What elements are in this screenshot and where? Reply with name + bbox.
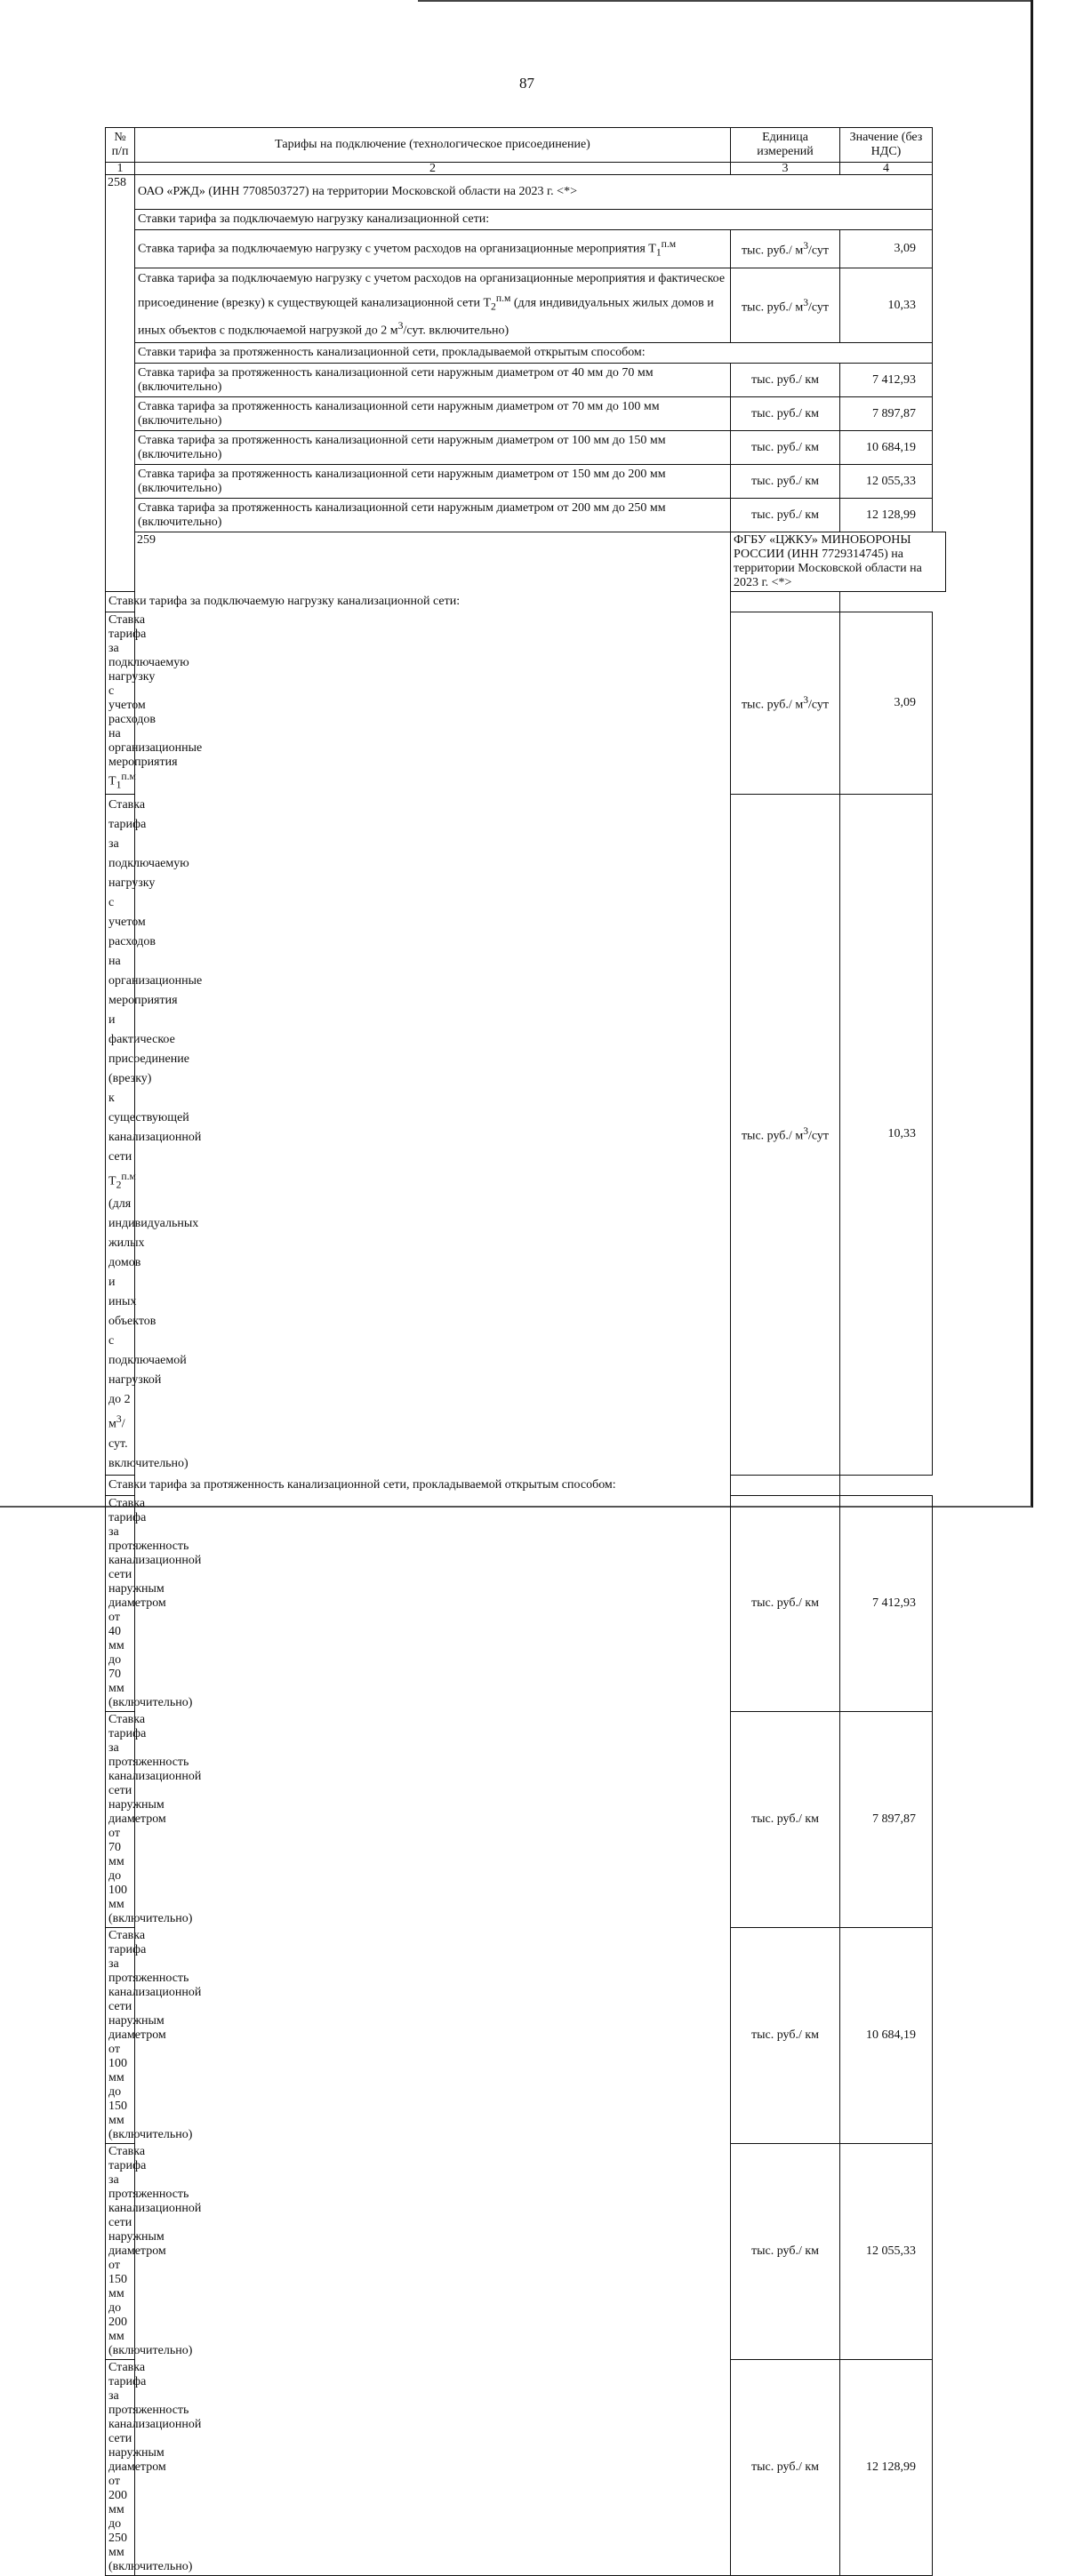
table-row — [106, 499, 946, 532]
unit-suffix: /сут — [808, 698, 830, 712]
value-cell: 10,33 — [840, 268, 933, 343]
rate-description — [106, 612, 203, 794]
rate-superscript: п.м — [121, 771, 136, 783]
subheading-row — [106, 592, 946, 612]
unit-cell: тыс. руб./ км — [731, 499, 840, 532]
subheading-row — [106, 1475, 946, 1495]
rate-description: Ставка тарифа за протяженность канализационной сети наружным диаметром от 150 мм до 200 мм (включительно) — [106, 2143, 135, 2359]
rate-superscript: п.м — [121, 1170, 136, 1182]
table-row — [106, 268, 946, 343]
rate-unit-superscript: 3 — [397, 320, 404, 332]
rate-subscript: 1 — [116, 779, 122, 791]
section-number: 258 — [106, 175, 135, 592]
rate-superscript: п.м — [661, 238, 677, 251]
unit-cell — [731, 612, 840, 794]
rate-description: Ставка тарифа за протяженность канализационной сети наружным диаметром от 70 мм до 100 мм (включительно) — [135, 397, 731, 431]
page-number: 87 — [519, 75, 534, 92]
rate-text: Ставка тарифа за подключаемую нагрузку с учетом расходов на организационные мероприятия и фактическое присоединение (врезку) к существующей канализационной сети T — [138, 272, 726, 310]
unit-superscript: 3 — [803, 1125, 809, 1138]
unit-text: тыс. руб./ м — [741, 300, 804, 315]
unit-cell — [731, 230, 840, 268]
unit-superscript: 3 — [803, 296, 809, 308]
value-cell: 3,09 — [840, 230, 933, 268]
table-row — [106, 397, 946, 431]
column-number: 3 — [731, 163, 840, 175]
value-cell: 7 897,87 — [840, 1711, 933, 1927]
unit-text: тыс. руб./ м — [741, 244, 804, 258]
value-cell: 3,09 — [840, 612, 933, 794]
header-num: № п/п — [106, 128, 135, 163]
rate-description: Ставка тарифа за протяженность канализационной сети наружным диаметром от 150 мм до 200 мм (включительно) — [135, 465, 731, 499]
table-row — [106, 431, 946, 465]
unit-suffix: /сут — [808, 300, 830, 315]
unit-cell: тыс. руб./ км — [731, 364, 840, 397]
unit-superscript: 3 — [803, 694, 809, 706]
length-rates-heading: Ставки тарифа за протяженность канализационной сети, прокладываемой открытым способом: — [106, 1475, 840, 1495]
unit-cell: тыс. руб./ км — [731, 1927, 840, 2143]
unit-cell — [731, 794, 840, 1475]
subheading-row — [106, 210, 946, 230]
column-number: 1 — [106, 163, 135, 175]
value-cell: 10 684,19 — [840, 1927, 933, 2143]
rate-description: Ставка тарифа за протяженность канализационной сети наружным диаметром от 100 мм до 150 мм (включительно) — [106, 1927, 135, 2143]
unit-cell — [731, 268, 840, 343]
value-cell: 10 684,19 — [840, 431, 933, 465]
value-cell: 7 897,87 — [840, 397, 933, 431]
value-cell: 12 128,99 — [840, 499, 933, 532]
column-number: 4 — [840, 163, 933, 175]
column-number: 2 — [135, 163, 731, 175]
organization-row — [106, 532, 946, 592]
unit-suffix: /сут — [808, 244, 830, 258]
unit-cell: тыс. руб./ км — [731, 465, 840, 499]
table-row — [106, 230, 946, 268]
length-rates-heading: Ставки тарифа за протяженность канализационной сети, прокладываемой открытым способом: — [135, 343, 933, 364]
load-rates-heading: Ставки тарифа за подключаемую нагрузку канализационной сети: — [135, 210, 933, 230]
unit-cell: тыс. руб./ км — [731, 431, 840, 465]
header-unit: Единица измерений — [731, 128, 840, 163]
rate-description — [135, 230, 731, 268]
unit-cell: тыс. руб./ км — [731, 1495, 840, 1711]
subheading-row — [106, 343, 946, 364]
unit-cell: тыс. руб./ км — [731, 2143, 840, 2359]
value-cell: 7 412,93 — [840, 1495, 933, 1711]
rate-description: Ставка тарифа за протяженность канализационной сети наружным диаметром от 200 мм до 250 мм (включительно) — [135, 499, 731, 532]
unit-cell: тыс. руб./ км — [731, 1711, 840, 1927]
rate-text: Ставка тарифа за подключаемую нагрузку с учетом расходов на организационные мероприятия и фактическое присоединение (врезку) к существующей канализационной сети T — [108, 797, 203, 1188]
value-cell: 12 055,33 — [840, 465, 933, 499]
unit-text: тыс. руб./ м — [741, 1129, 804, 1143]
rate-description: Ставка тарифа за протяженность канализационной сети наружным диаметром от 40 мм до 70 мм (включительно) — [106, 1495, 135, 1711]
unit-text: тыс. руб./ м — [741, 698, 804, 712]
column-numbers-row — [106, 163, 946, 175]
scan-edge-right — [1031, 0, 1033, 1508]
header-desc: Тарифы на подключение (технологическое присоединение) — [135, 128, 731, 163]
value-cell: 7 412,93 — [840, 364, 933, 397]
tariff-table — [105, 127, 946, 2576]
load-rates-heading: Ставки тарифа за подключаемую нагрузку канализационной сети: — [106, 592, 840, 612]
rate-text-continued: (для индивидуальных жилых домов и иных объектов с подключаемой нагрузкой до 2 м — [138, 296, 714, 339]
rate-description: Ставка тарифа за протяженность канализационной сети наружным диаметром от 70 мм до 100 мм (включительно) — [106, 1711, 135, 1927]
value-cell: 10,33 — [840, 794, 933, 1475]
table-row — [106, 364, 946, 397]
scan-edge-top — [418, 0, 1031, 2]
section-number: 259 — [135, 532, 731, 2576]
rate-description — [106, 794, 203, 1475]
rate-unit-superscript: 3 — [116, 1413, 122, 1426]
organization-row — [106, 175, 946, 210]
value-cell: 12 128,99 — [840, 2359, 933, 2575]
rate-description: Ставка тарифа за протяженность канализационной сети наружным диаметром от 100 мм до 150 мм (включительно) — [135, 431, 731, 465]
rate-text-end: /сут. включительно) — [108, 1417, 189, 1470]
organization-title: ФГБУ «ЦЖКУ» МИНОБОРОНЫ РОССИИ (ИНН 7729314745) на территории Московской области на 2023 г. <*> — [731, 532, 946, 592]
rate-text: Ставка тарифа за подключаемую нагрузку с учетом расходов на организационные мероприятия T — [108, 613, 203, 788]
unit-superscript: 3 — [803, 240, 809, 252]
rate-subscript: 2 — [491, 300, 496, 313]
header-value: Значение (без НДС) — [840, 128, 933, 163]
unit-cell: тыс. руб./ км — [731, 397, 840, 431]
rate-superscript: п.м — [495, 292, 511, 304]
rate-text-continued: (для индивидуальных жилых домов и иных объектов с подключаемой нагрузкой до 2 м — [108, 1197, 199, 1431]
rate-description — [135, 268, 731, 343]
rate-description: Ставка тарифа за протяженность канализационной сети наружным диаметром от 40 мм до 70 мм (включительно) — [135, 364, 731, 397]
rate-subscript: 2 — [116, 1179, 122, 1191]
unit-cell: тыс. руб./ км — [731, 2359, 840, 2575]
unit-suffix: /сут — [808, 1129, 830, 1143]
value-cell: 12 055,33 — [840, 2143, 933, 2359]
rate-text-end: /сут. включительно) — [403, 324, 509, 339]
rate-text: Ставка тарифа за подключаемую нагрузку с учетом расходов на организационные мероприятия T — [138, 242, 656, 256]
table-row — [106, 465, 946, 499]
rate-subscript: 1 — [655, 246, 662, 259]
rate-description: Ставка тарифа за протяженность канализационной сети наружным диаметром от 200 мм до 250 мм (включительно) — [106, 2359, 135, 2575]
table-header-row — [106, 128, 946, 163]
organization-title: ОАО «РЖД» (ИНН 7708503727) на территории Московской области на 2023 г. <*> — [135, 175, 933, 210]
